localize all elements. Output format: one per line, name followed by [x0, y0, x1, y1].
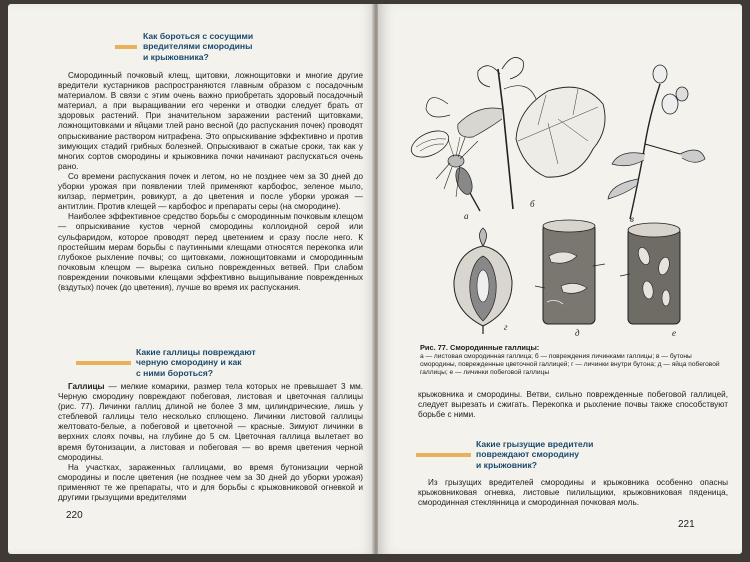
heading-line: черную смородину и как	[136, 357, 242, 368]
illustration-leaf-damage	[418, 49, 613, 214]
illustration-larvae-in-bud	[448, 226, 518, 336]
section1-text	[58, 71, 363, 293]
figure-label-a: а	[464, 211, 469, 221]
heading-gall-midges	[136, 347, 346, 378]
section3-text	[418, 478, 728, 508]
heading-line: Какие галлицы повреждают	[136, 347, 256, 357]
figure-caption	[420, 344, 728, 377]
heading-line: и крыжовника?	[143, 51, 209, 62]
paragraph: На участках, зараженных галлицами, во время бутонизации черной смородины и после цветения (не позднее чем за 30 дней до уборки урожая) применяют те же препараты, что и для борьбы с крыжовниковой огневкой и другими грызущими вредителями	[58, 462, 363, 503]
heading-accent-bar	[76, 361, 131, 365]
caption-text: а — листовая смородинная галлица; б — повреждения личинками галлицы; в — бутоны смородины, поврежденные цветочной галлицей; г — личинки внутри бутона; д — яйца побеговой галлицы; е — личинки побеговой галлицы	[420, 353, 720, 376]
page-number-right: 221	[678, 519, 695, 530]
heading-line: с ними бороться?	[136, 367, 214, 378]
heading-sucking-pests	[143, 31, 343, 62]
paragraph: Смородинный почковый клещ, щитовки, ложнощитовки и многие другие вредители кустарников распространяются главным образом с посадочным материалом. В связи с этим очень важно приобретать здоровый посадочный материал, а при выращивании его черенки и отводки следует брать от здоровых растений. При значительном заражении растений щитовками, ложнощитовками и яйцами тлей рано весной (до распускания почек) проводят опрыскивание раствором нитрафена. Это опрыскивание эффективно и против зимующих стадий грибных болезней. Опрыскивают в сжатые сроки, так как у многих сортов смородины и крыжовника почки начинают распускаться очень рано.	[58, 71, 363, 171]
illustration-larvae-on-stem	[618, 216, 693, 336]
paragraph: крыжовника и смородины. Ветви, сильно поврежденные побеговой галлицей, следует вырезать и сжигать. Перекопка и рыхление почвы также способствуют борьбе с ними.	[418, 390, 728, 420]
heading-line: и крыжовник?	[476, 459, 537, 470]
illustration-eggs-on-stem	[533, 216, 608, 336]
figure-label-d: д	[575, 328, 580, 336]
heading-chewing-pests	[476, 439, 696, 470]
right-page	[378, 4, 742, 554]
heading-line: вредителями смородины	[143, 41, 253, 52]
continuation-text	[418, 390, 728, 420]
heading-line: повреждают смородину	[476, 449, 580, 460]
page-number-left: 220	[66, 510, 83, 521]
paragraph	[58, 382, 363, 463]
left-page	[8, 4, 376, 554]
heading-line: Как бороться с сосущими	[143, 31, 254, 41]
figure-label-e: е	[672, 328, 676, 336]
paragraph: Из грызущих вредителей смородины и крыжовника особенно опасны крыжовниковая огневка, листовые пилильщики, крыжовниковая пяденица, смородинная стеклянница и смородинная почковая моль.	[418, 478, 728, 508]
paragraph: Наиболее эффективное средство борьбы с смородинным почковым клещом — опрыскивание кустов черной смородины коллоидной серой или сульфаридом, которое проводят перед цветением и сразу после него. К простейшим мерам борьбы с паутинными клещами относятся перекопка или глубокое рыхление почвы; со щитовками, ложнощитовками и смородинным почковым клещом — вырезка сильно поврежденных ветвей. При слабом повреждении почковыми клещами эффективно выщипывание поврежденных (вздутых) почек (до цветения), лучше во время их распускания.	[58, 212, 363, 292]
figure-label-v: в	[630, 214, 634, 224]
paragraph-body: — мелкие комарики, размер тела которых не превышает 3 мм. Черную смородину повреждают побеговая, листовая и цветочная галлицы (рис. 77). Личинки галлиц длиной не более 3 мм, цилиндрические, лишь у стеблевой галлицы тело несколько сплющено. Личинки листовой галлицы желтовато-белые, а побеговой и цветочной — красные. Зимуют личинки в верхних слоях почвы, на глубине до 5 см. Цветочная галлица вылетает во время бутонизации, а листовая и побеговая — во время цветения черной смородины.	[58, 382, 363, 462]
figure-label-g: г	[504, 322, 508, 332]
term-gall-midges: Галлицы	[68, 382, 105, 391]
heading-line: Какие грызущие вредители	[476, 439, 594, 449]
heading-accent-bar	[416, 453, 471, 457]
section2-text	[58, 382, 363, 503]
paragraph: Со времени распускания почек и летом, но не позднее чем за 30 дней до уборки урожая при появлении тлей применяют карбофос, зеленое мыло, килзар, перметрин, ровикурт, а до цветения и после уборки урожая — антитлин. Против клещей — карбофос и препараты серы (на смородине).	[58, 171, 363, 212]
heading-accent-bar	[115, 45, 137, 49]
caption-title: Рис. 77. Смородинные галлицы:	[420, 343, 540, 352]
figure-label-b: б	[530, 199, 535, 209]
illustration-damaged-buds	[600, 54, 710, 224]
